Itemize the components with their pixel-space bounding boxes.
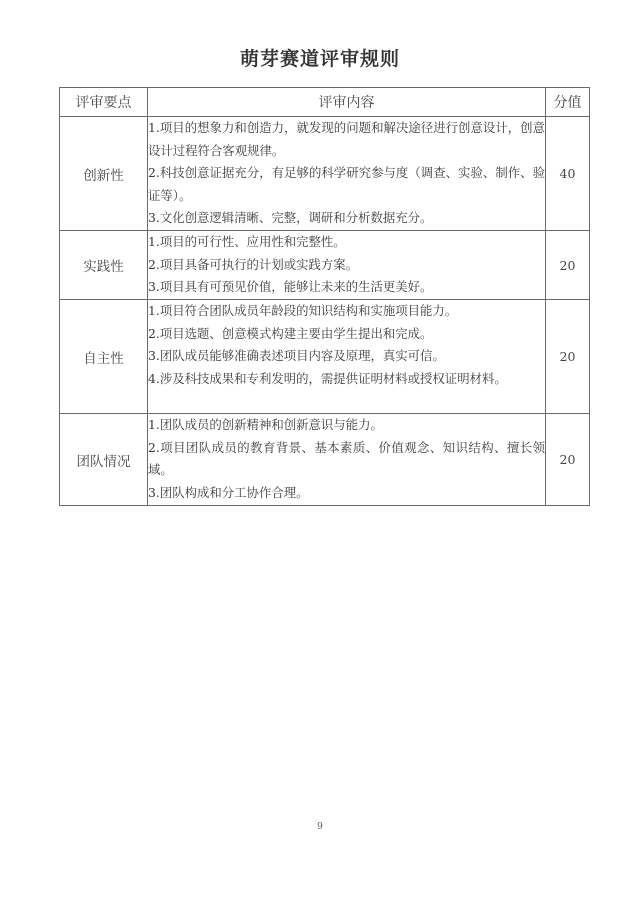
content-item: 3.文化创意逻辑清晰、完整，调研和分析数据充分。 (148, 210, 433, 226)
table-row (60, 414, 590, 506)
content-item: 2.科技创意证据充分，有足够的科学研究参与度（调查、实验、制作、验证等）。 (148, 165, 545, 203)
criterion-cell: 创新性 (60, 117, 148, 231)
page-title: 萌芽赛道评审规则 (239, 48, 400, 70)
content-item: 1.团队成员的创新精神和创新意识与能力。 (148, 417, 383, 432)
criterion-cell: 实践性 (60, 231, 148, 300)
content-cell (148, 231, 546, 300)
content-item: 2.项目选题、创意模式构建主要由学生提出和完成。 (148, 325, 433, 341)
content-item: 1.项目的可行性、应用性和完整性。 (148, 234, 346, 249)
content-item: 3.团队构成和分工协作合理。 (148, 484, 309, 500)
page-number: 9 (317, 822, 323, 832)
score-cell: 20 (546, 231, 590, 300)
score-cell: 20 (546, 414, 590, 506)
score-cell: 40 (546, 117, 590, 231)
review-rules-table (59, 87, 590, 506)
table-header-row (60, 88, 590, 117)
content-item: 2.项目具备可执行的计划或实践方案。 (148, 256, 359, 272)
content-cell (148, 117, 546, 231)
score-cell: 20 (546, 300, 590, 414)
table-row (60, 231, 590, 300)
criterion-cell: 团队情况 (60, 414, 148, 506)
table-row (60, 300, 590, 414)
content-cell (148, 300, 546, 414)
content-item: 3.项目具有可预见价值，能够让未来的生活更美好。 (148, 279, 433, 295)
content-item: 1.项目符合团队成员年龄段的知识结构和实施项目能力。 (148, 303, 458, 318)
content-item: 1.项目的想象力和创造力，就发现的问题和解决途径进行创意设计，创意设计过程符合客观规律。 (148, 120, 545, 158)
criterion-cell: 自主性 (60, 300, 148, 414)
content-item: 2.项目团队成员的教育背景、基本素质、价值观念、知识结构、擅长领域。 (148, 439, 545, 478)
header-content: 评审内容 (148, 88, 546, 117)
content-item: 3.团队成员能够准确表述项目内容及原理，真实可信。 (148, 348, 445, 364)
table-row (60, 117, 590, 231)
header-score: 分值 (546, 88, 590, 117)
content-item: 4.涉及科技成果和专利发明的，需提供证明材料或授权证明材料。 (148, 370, 507, 386)
header-criterion: 评审要点 (60, 88, 148, 117)
content-cell (148, 414, 546, 506)
